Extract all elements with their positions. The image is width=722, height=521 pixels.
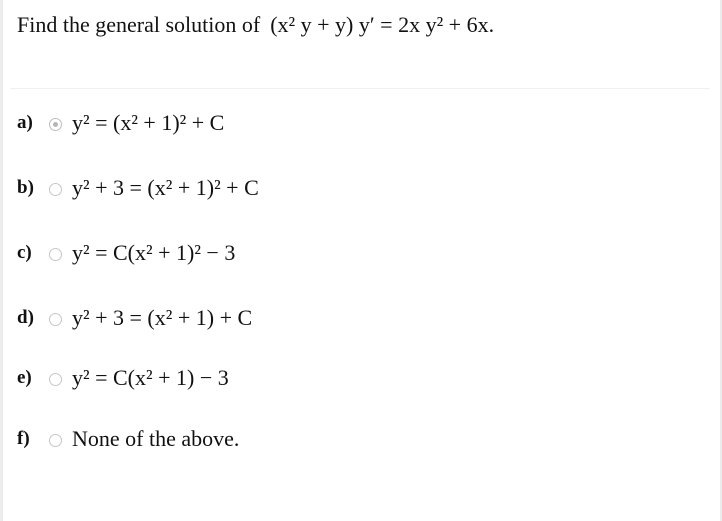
- option-text: y² + 3 = (x² + 1) + C: [72, 305, 253, 330]
- radio-button[interactable]: [49, 373, 62, 386]
- question-prompt: Find the general solution of: [17, 12, 261, 37]
- option-letter: a): [17, 112, 33, 133]
- left-border: [0, 0, 3, 521]
- option-text: y² = C(x² + 1) − 3: [72, 365, 229, 390]
- option-letter: e): [17, 367, 32, 388]
- option-letter: f): [17, 428, 30, 449]
- option-letter: d): [17, 307, 34, 328]
- option-e[interactable]: [17, 362, 229, 394]
- divider: [10, 88, 710, 89]
- option-text: y² = C(x² + 1)² − 3: [72, 240, 236, 265]
- question-equation: (x² y + y) y′ = 2x y² + 6x.: [270, 12, 495, 37]
- option-b[interactable]: [17, 172, 259, 204]
- option-d[interactable]: [17, 302, 252, 334]
- radio-button[interactable]: [49, 248, 62, 261]
- option-c[interactable]: [17, 237, 235, 269]
- radio-button[interactable]: [49, 183, 62, 196]
- option-letter: b): [17, 177, 34, 198]
- question-text: [17, 12, 494, 38]
- option-text: None of the above.: [72, 426, 240, 451]
- option-letter: c): [17, 242, 32, 263]
- option-a[interactable]: [17, 107, 224, 139]
- radio-button[interactable]: [49, 434, 62, 447]
- option-f[interactable]: [17, 423, 239, 455]
- radio-button[interactable]: [49, 313, 62, 326]
- radio-button-selected[interactable]: [49, 118, 62, 131]
- option-text: y² + 3 = (x² + 1)² + C: [72, 175, 259, 200]
- option-text: y² = (x² + 1)² + C: [72, 110, 225, 135]
